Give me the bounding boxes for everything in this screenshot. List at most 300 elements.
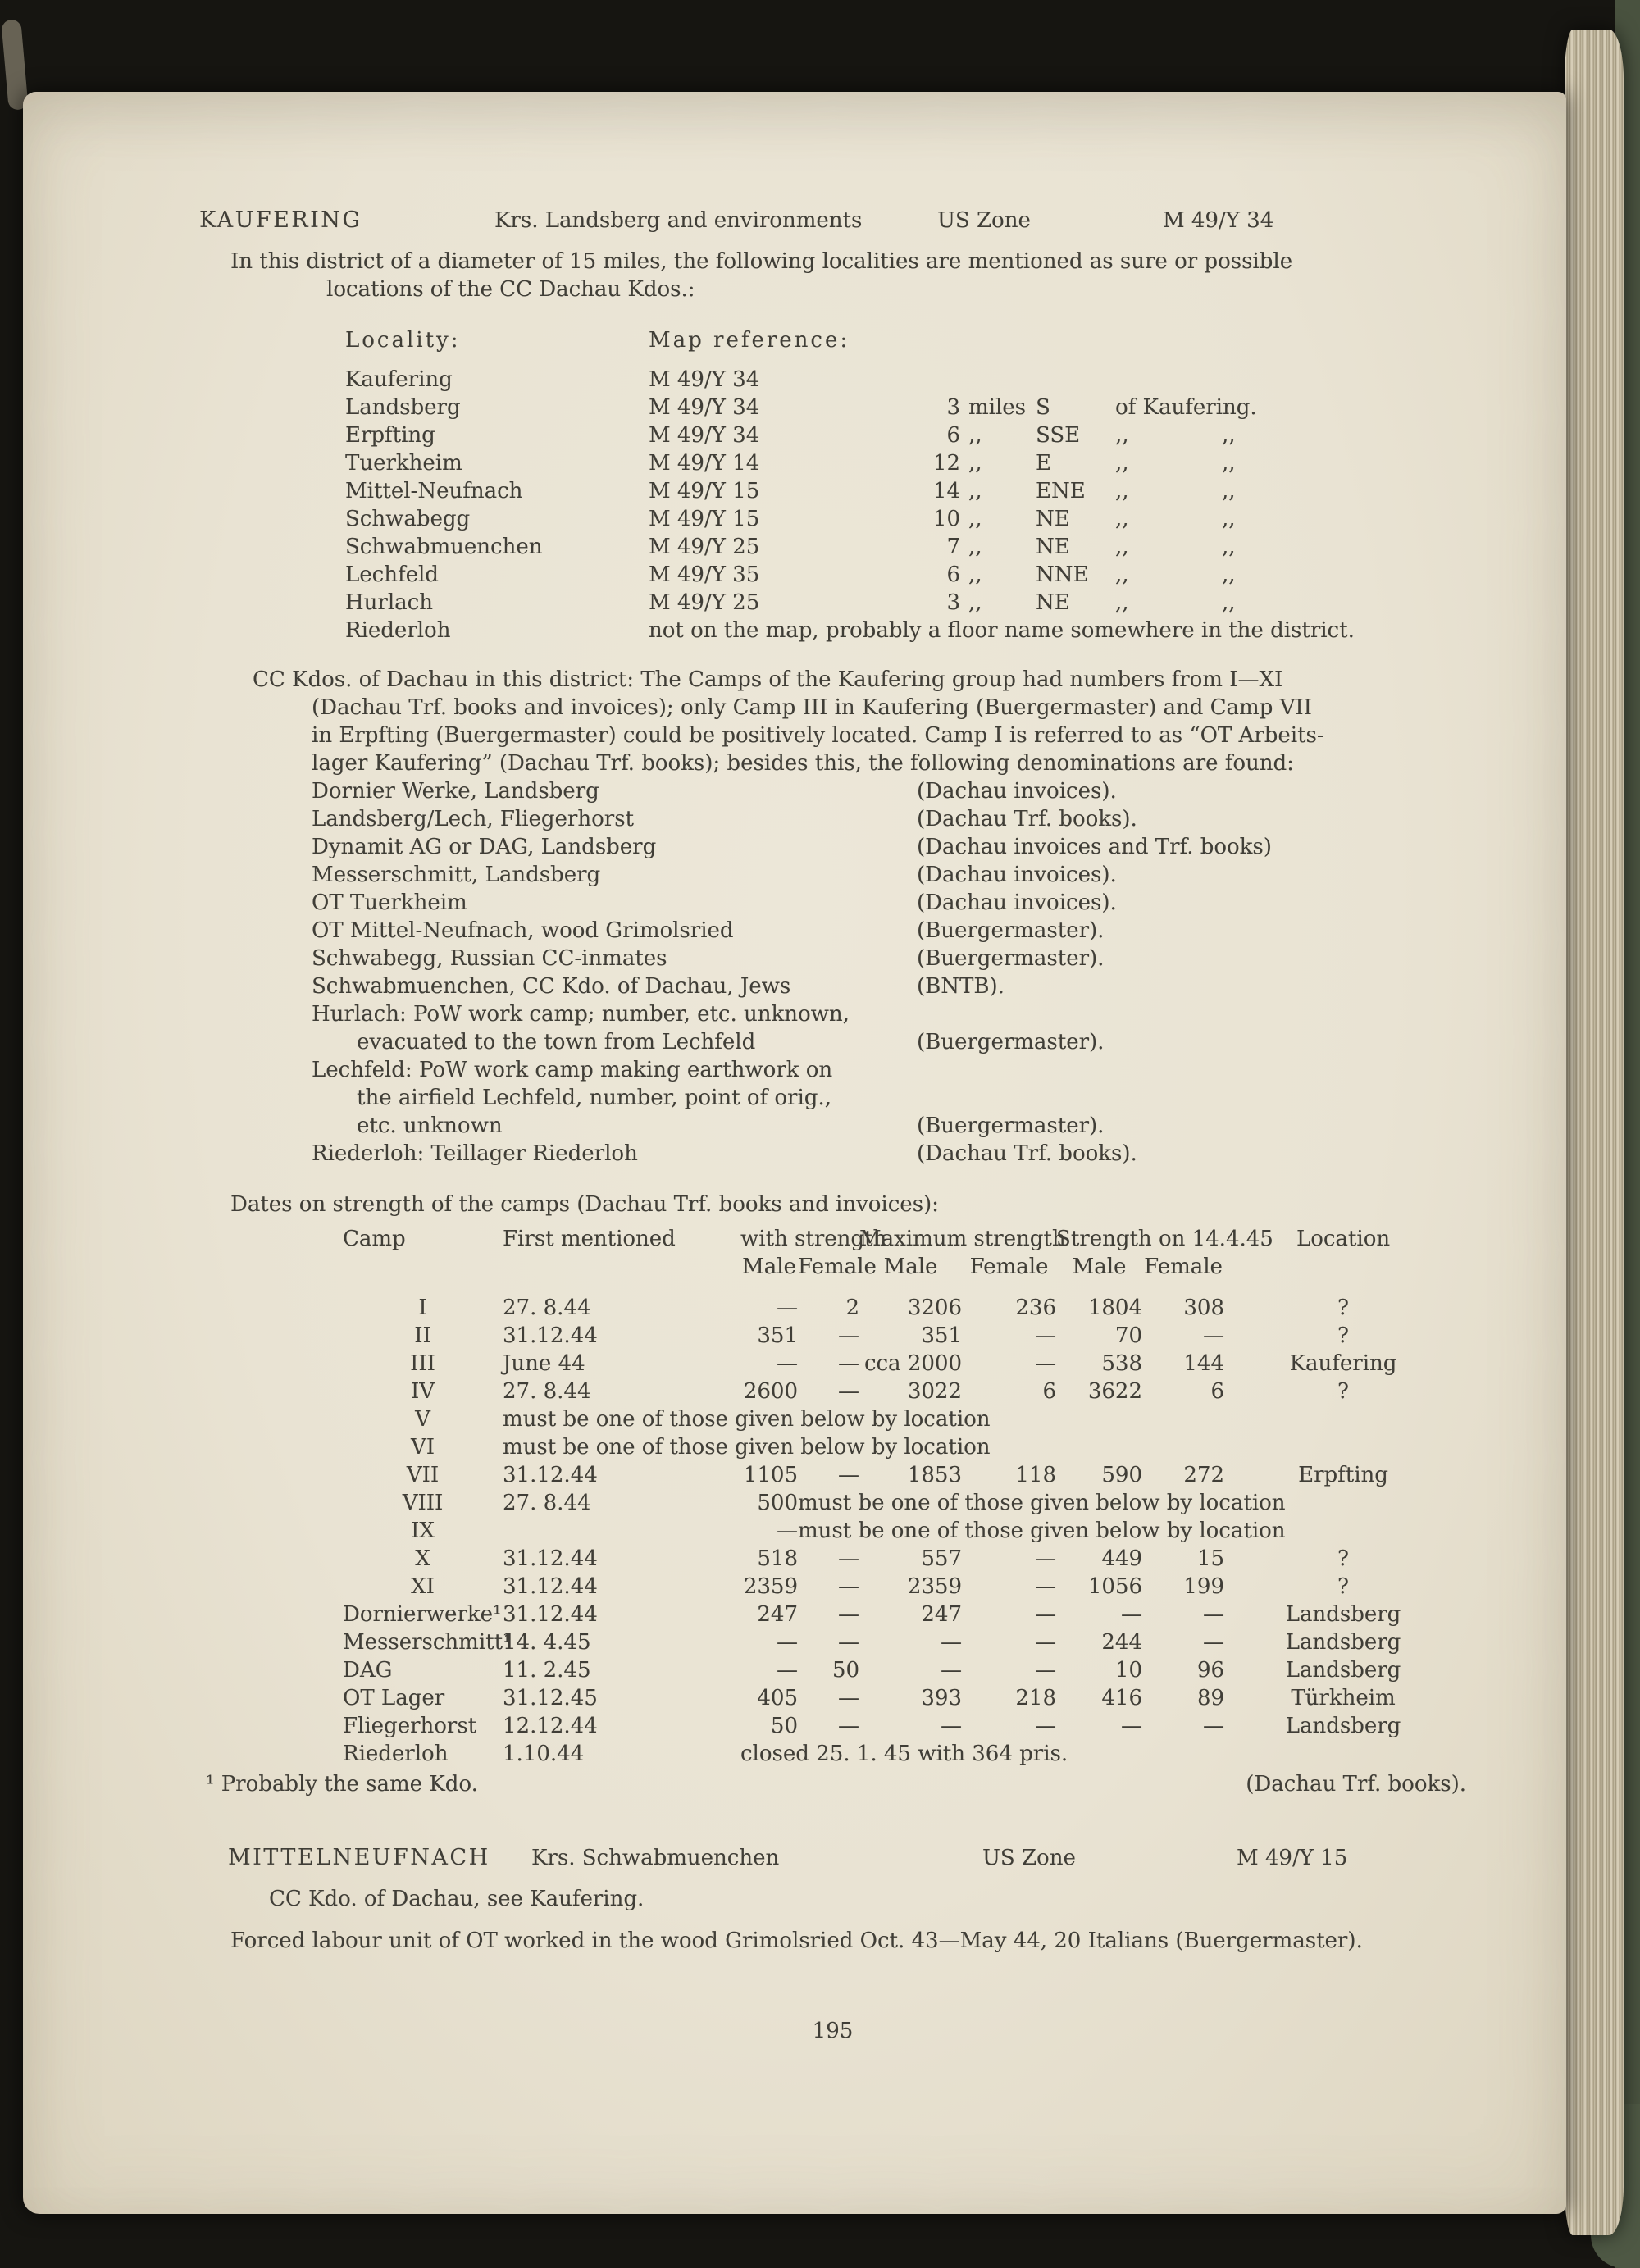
- denomination-row: [312, 945, 1466, 972]
- camp-cell: IV: [410, 1379, 435, 1404]
- s45-male-cell: 590: [1101, 1463, 1143, 1487]
- locality-name: Kaufering: [345, 367, 453, 392]
- denomination-row: [312, 833, 1466, 861]
- span-note-cell: must be one of those given below by location: [798, 1519, 1286, 1543]
- table-footnote-row: [199, 1770, 1466, 1798]
- locality-row: [345, 589, 1466, 617]
- first-mentioned-cell: 31.12.44: [503, 1546, 598, 1571]
- strength-table: [343, 1225, 1462, 1768]
- denomination-text: Schwabegg, Russian CC-inmates: [312, 946, 667, 971]
- ditto-mark: ,,: [1222, 562, 1236, 587]
- direction: E: [1036, 451, 1051, 476]
- ditto-mark: ,,: [1222, 507, 1236, 531]
- camp-cell: VII: [406, 1463, 440, 1487]
- s45-male-cell: 416: [1101, 1686, 1143, 1710]
- first-mentioned-cell: June 44: [503, 1351, 585, 1376]
- denomination-text: evacuated to the town from Lechfeld: [357, 1030, 756, 1054]
- max-female-cell: —: [1035, 1323, 1057, 1348]
- ditto-mark: ,,: [1222, 451, 1236, 476]
- ws-male-cell: 1105: [743, 1463, 798, 1487]
- location-cell: ?: [1337, 1296, 1349, 1320]
- first-mentioned-cell: 12.12.44: [503, 1714, 598, 1738]
- ditto-mark: ,,: [1222, 479, 1236, 503]
- source-text: (Dachau Trf. books).: [1246, 1772, 1466, 1797]
- camp-cell: V: [415, 1407, 430, 1432]
- distance-value: [919, 366, 960, 394]
- locality-row: [345, 505, 1466, 533]
- max-male-cell: —: [941, 1630, 962, 1655]
- ws-male-cell: —: [777, 1351, 798, 1376]
- s45-female-cell: 89: [1196, 1686, 1225, 1710]
- cc-kdos-paragraph: [199, 666, 1466, 777]
- direction: NE: [1036, 590, 1070, 615]
- locality-row: [345, 421, 1466, 449]
- max-male-cell: 1853: [907, 1463, 962, 1487]
- max-female-cell: 6: [1042, 1379, 1057, 1404]
- section-region: Krs. Schwabmuenchen: [531, 1846, 780, 1870]
- spacer-cell: [343, 1253, 503, 1294]
- camp-cell: Riederloh: [343, 1742, 449, 1766]
- mittelneufnach-line: Forced labour unit of OT worked in the wood Grimolsried Oct. 43—May 44, 20 Italians (Buergermaster).: [230, 1929, 1363, 1953]
- ws-female-cell: —: [838, 1546, 859, 1571]
- denomination-source: (Dachau invoices).: [917, 863, 1117, 887]
- intro-line: In this district of a diameter of 15 miles, the following localities are mentioned as sure or possible: [230, 249, 1293, 274]
- locality-name: Landsberg: [345, 395, 461, 420]
- distance-value: 12: [932, 451, 960, 476]
- s45-female-cell: 15: [1196, 1546, 1225, 1571]
- denomination-text: the airfield Lechfeld, number, point of orig.,: [357, 1086, 831, 1110]
- locality-name: Riederloh: [345, 618, 451, 643]
- ws-female-cell: —: [838, 1686, 859, 1710]
- ditto-mark: ,,: [1115, 590, 1129, 615]
- max-female-cell: 218: [1015, 1686, 1057, 1710]
- locality-table-header: [345, 326, 1466, 354]
- locality-row: [345, 449, 1466, 477]
- denomination-source: (Dachau invoices).: [917, 779, 1117, 804]
- distance-value: 6: [946, 562, 960, 587]
- denomination-text: Riederloh: Teillager Riederloh: [312, 1141, 638, 1166]
- max-male-cell: 557: [921, 1546, 962, 1571]
- max-male-cell: 2359: [907, 1574, 962, 1599]
- locality-name: Schwabegg: [345, 507, 471, 531]
- denomination-text: Messerschmitt, Landsberg: [312, 863, 601, 887]
- denomination-row: [312, 1084, 1466, 1112]
- section-header-kaufering: [199, 207, 1466, 235]
- s45-male-cell: 449: [1101, 1546, 1143, 1571]
- map-reference: M 49/Y 15: [649, 479, 760, 503]
- ws-male-cell: 405: [757, 1686, 798, 1710]
- direction: [1026, 366, 1104, 394]
- camp-cell: VI: [410, 1435, 435, 1460]
- s45-female-cell: —: [1203, 1630, 1225, 1655]
- max-female-cell: —: [1035, 1714, 1057, 1738]
- ditto-mark: ,,: [1115, 479, 1129, 503]
- camp-cell: III: [410, 1351, 435, 1376]
- s45-male-cell: —: [1121, 1602, 1143, 1627]
- s45-male-cell: 244: [1101, 1630, 1143, 1655]
- strength-row: [343, 1684, 1462, 1712]
- map-reference: M 49/Y 15: [649, 507, 760, 531]
- direction: NE: [1036, 507, 1070, 531]
- camp-cell: DAG: [343, 1658, 393, 1683]
- denomination-row: [312, 917, 1466, 945]
- s45-female-cell: 272: [1183, 1463, 1225, 1487]
- denomination-row: [312, 1140, 1466, 1168]
- span-note-cell: closed 25. 1. 45 with 364 pris.: [740, 1742, 1068, 1766]
- ws-male-cell: —: [777, 1630, 798, 1655]
- ws-female-cell: 50: [831, 1658, 859, 1683]
- denomination-row: [312, 972, 1466, 1000]
- s45-female-cell: 308: [1183, 1296, 1225, 1320]
- first-mentioned-header: First mentioned: [503, 1227, 676, 1251]
- max-female-cell: —: [1035, 1602, 1057, 1627]
- ditto-mark: ,,: [968, 535, 982, 559]
- ditto-mark: ,,: [1115, 451, 1129, 476]
- span-note-cell: must be one of those given below by location: [503, 1435, 991, 1460]
- ws-male-cell: 2359: [743, 1574, 798, 1599]
- camp-cell: X: [415, 1546, 430, 1571]
- s45-female-cell: 6: [1210, 1379, 1225, 1404]
- ws-male-cell: —: [777, 1296, 798, 1320]
- map-reference: M 49/Y 25: [649, 535, 760, 559]
- ws-male-cell: 518: [757, 1546, 798, 1571]
- denomination-row: [312, 1000, 1466, 1028]
- s45-female-cell: —: [1203, 1323, 1225, 1348]
- denomination-text: Lechfeld: PoW work camp making earthwork on: [312, 1058, 833, 1082]
- strength-row: [343, 1601, 1462, 1628]
- location-cell: Kaufering: [1289, 1351, 1397, 1376]
- span-note-cell: must be one of those given below by location: [798, 1491, 1286, 1515]
- footnote-text: ¹ Probably the same Kdo.: [206, 1772, 478, 1797]
- location-cell: ?: [1337, 1379, 1349, 1404]
- section-title: MITTELNEUFNACH: [228, 1845, 490, 1870]
- denomination-row: [312, 1112, 1466, 1140]
- locality-table: [345, 326, 1466, 644]
- max-female-cell: —: [1035, 1630, 1057, 1655]
- camp-cell: I: [418, 1296, 427, 1320]
- camp-cell: Fliegerhorst: [343, 1714, 477, 1738]
- location-cell: ?: [1337, 1323, 1349, 1348]
- denomination-source: (Dachau invoices).: [917, 890, 1117, 915]
- male-header: Male: [742, 1255, 796, 1279]
- denomination-source: (Buergermaster).: [917, 1114, 1105, 1138]
- max-male-cell: 393: [921, 1686, 962, 1710]
- section-header-mittelneufnach: [228, 1844, 1466, 1872]
- denomination-source: (BNTB).: [917, 974, 1004, 999]
- first-mentioned-cell: [503, 1517, 740, 1545]
- ditto-mark: ,,: [1222, 423, 1236, 448]
- ws-female-cell: —: [838, 1714, 859, 1738]
- first-mentioned-cell: 14. 4.45: [503, 1630, 591, 1655]
- location-cell: Landsberg: [1285, 1658, 1401, 1683]
- distance-value: 10: [932, 507, 960, 531]
- ditto-mark: ,,: [968, 479, 982, 503]
- of-kaufering-label: of Kaufering.: [1115, 395, 1257, 420]
- s45-male-cell: 3622: [1087, 1379, 1143, 1404]
- map-reference: M 49/Y 35: [649, 562, 760, 587]
- ws-male-cell: 247: [757, 1602, 798, 1627]
- camp-cell: OT Lager: [343, 1686, 445, 1710]
- denomination-text: Dornier Werke, Landsberg: [312, 779, 599, 804]
- location-cell: Landsberg: [1285, 1714, 1401, 1738]
- denomination-text: Landsberg/Lech, Fliegerhorst: [312, 807, 634, 831]
- max-female-cell: 118: [1015, 1463, 1057, 1487]
- ditto-mark: ,,: [968, 423, 982, 448]
- map-reference: M 49/Y 34: [649, 423, 760, 448]
- camp-cell: II: [414, 1323, 431, 1348]
- first-mentioned-cell: 1.10.44: [503, 1742, 585, 1766]
- location-header: Location: [1296, 1227, 1391, 1251]
- map-reference-column-header: Map reference:: [649, 328, 850, 353]
- denomination-row: [312, 1056, 1466, 1084]
- first-mentioned-cell: 27. 8.44: [503, 1379, 591, 1404]
- ws-male-cell: 500: [757, 1491, 798, 1515]
- ws-female-cell: —: [838, 1379, 859, 1404]
- section-title: KAUFERING: [199, 207, 362, 233]
- camp-cell: VIII: [402, 1491, 444, 1515]
- locality-name: Tuerkheim: [345, 451, 462, 476]
- locality-row: [345, 366, 1466, 394]
- ws-female-cell: —: [838, 1630, 859, 1655]
- strength-row: [343, 1322, 1462, 1350]
- mittelneufnach-line: CC Kdo. of Dachau, see Kaufering.: [269, 1887, 645, 1911]
- paragraph-line: in Erpfting (Buergermaster) could be positively located. Camp I is referred to as “OT Arbeits-: [312, 723, 1324, 748]
- page-number: 195: [812, 2019, 854, 2043]
- strength-on-14445-header: Strength on 14.4.45: [1056, 1227, 1273, 1251]
- direction: NNE: [1036, 562, 1089, 587]
- denomination-source: (Buergermaster).: [917, 946, 1105, 971]
- denomination-row: [312, 777, 1466, 805]
- ws-female-cell: —: [838, 1323, 859, 1348]
- max-female-cell: —: [1035, 1574, 1057, 1599]
- map-reference: M 49/Y 25: [649, 590, 760, 615]
- distance-value: 7: [946, 535, 960, 559]
- max-male-cell: cca 2000: [863, 1351, 962, 1376]
- female-header: Female: [1144, 1255, 1223, 1279]
- strength-row: [343, 1712, 1462, 1740]
- locality-name: Schwabmuenchen: [345, 535, 543, 559]
- female-header: Female: [969, 1255, 1049, 1279]
- max-female-cell: —: [1035, 1546, 1057, 1571]
- strength-row: [343, 1517, 1462, 1545]
- first-mentioned-cell: 31.12.44: [503, 1574, 598, 1599]
- direction: NE: [1036, 535, 1070, 559]
- locality-row: [345, 533, 1466, 561]
- denomination-source: (Buergermaster).: [917, 1030, 1105, 1054]
- strength-row: [343, 1294, 1462, 1322]
- locality-name: Lechfeld: [345, 562, 439, 587]
- denomination-row: [312, 805, 1466, 833]
- denomination-source: (Dachau Trf. books).: [917, 1141, 1137, 1166]
- denomination-source: (Dachau Trf. books).: [917, 807, 1137, 831]
- denomination-row: [312, 889, 1466, 917]
- strength-row: [343, 1489, 1462, 1517]
- s45-male-cell: —: [1121, 1714, 1143, 1738]
- max-male-cell: —: [941, 1658, 962, 1683]
- first-mentioned-cell: 31.12.45: [503, 1686, 598, 1710]
- ditto-mark: ,,: [968, 590, 982, 615]
- section-map-ref: M 49/Y 34: [1163, 208, 1274, 233]
- ws-male-cell: 50: [770, 1714, 798, 1738]
- denomination-source: (Dachau invoices and Trf. books): [917, 835, 1272, 859]
- distance-unit: miles: [968, 395, 1027, 420]
- s45-male-cell: 1056: [1087, 1574, 1143, 1599]
- strength-row: [343, 1573, 1462, 1601]
- ditto-mark: ,,: [1115, 535, 1129, 559]
- strength-row: [343, 1433, 1462, 1461]
- section-zone: US Zone: [982, 1846, 1076, 1870]
- max-male-cell: —: [941, 1714, 962, 1738]
- location-cell: Türkheim: [1291, 1686, 1396, 1710]
- s45-male-cell: 538: [1101, 1351, 1143, 1376]
- max-female-cell: —: [1035, 1658, 1057, 1683]
- distance-value: 6: [946, 423, 960, 448]
- distance-unit: [960, 366, 1026, 394]
- strength-row: [343, 1405, 1462, 1433]
- ws-male-cell: —: [777, 1658, 798, 1683]
- strength-header-row-1: [343, 1225, 1462, 1253]
- ws-female-cell: 2: [845, 1296, 859, 1320]
- ditto-mark: ,,: [1222, 535, 1236, 559]
- strength-row: [343, 1350, 1462, 1378]
- section-zone: US Zone: [937, 208, 1031, 233]
- paragraph-line: lager Kaufering” (Dachau Trf. books); besides this, the following denominations are found:: [312, 751, 1294, 776]
- s45-female-cell: —: [1203, 1602, 1225, 1627]
- location-cell: ?: [1337, 1574, 1349, 1599]
- ditto-mark: ,,: [1115, 423, 1129, 448]
- male-header: Male: [1072, 1255, 1127, 1279]
- distance-value: 3: [946, 395, 960, 420]
- camp-cell: Dornierwerke¹: [343, 1602, 502, 1627]
- denomination-source: (Buergermaster).: [917, 918, 1105, 943]
- scanned-page: [23, 92, 1566, 2214]
- locality-name: Mittel-Neufnach: [345, 479, 523, 503]
- locality-name: Hurlach: [345, 590, 433, 615]
- s45-female-cell: 144: [1183, 1351, 1225, 1376]
- strength-row: [343, 1656, 1462, 1684]
- locality-row: [345, 394, 1466, 421]
- denomination-row: [312, 861, 1466, 889]
- page-content: [199, 207, 1466, 2045]
- s45-female-cell: —: [1203, 1714, 1225, 1738]
- paragraph-line: CC Kdos. of Dachau in this district: The Camps of the Kaufering group had numbers from I—XI: [253, 667, 1283, 692]
- max-male-cell: 351: [921, 1323, 962, 1348]
- location-cell: ?: [1337, 1546, 1349, 1571]
- camp-header: Camp: [343, 1227, 406, 1251]
- denomination-text: Schwabmuenchen, CC Kdo. of Dachau, Jews: [312, 974, 791, 999]
- first-mentioned-cell: 27. 8.44: [503, 1491, 591, 1515]
- map-reference: M 49/Y 34: [649, 367, 760, 392]
- distance-value: 14: [932, 479, 960, 503]
- denomination-text: OT Mittel-Neufnach, wood Grimolsried: [312, 918, 734, 943]
- s45-female-cell: 96: [1196, 1658, 1225, 1683]
- map-reference: M 49/Y 34: [649, 395, 760, 420]
- strength-row: [343, 1378, 1462, 1405]
- locality-name: Erpfting: [345, 423, 435, 448]
- first-mentioned-cell: 31.12.44: [503, 1323, 598, 1348]
- denomination-text: Hurlach: PoW work camp; number, etc. unknown,: [312, 1002, 850, 1027]
- location-cell: Landsberg: [1285, 1630, 1401, 1655]
- camp-cell: Messerschmitt¹: [343, 1630, 512, 1655]
- strength-row: [343, 1545, 1462, 1573]
- max-male-cell: 247: [921, 1602, 962, 1627]
- ditto-mark: [1210, 394, 1260, 421]
- denomination-text: OT Tuerkheim: [312, 890, 467, 915]
- dates-on-strength-heading: Dates on strength of the camps (Dachau Trf. books and invoices):: [230, 1192, 939, 1217]
- denomination-text: etc. unknown: [357, 1114, 503, 1138]
- ws-male-cell: —: [777, 1519, 798, 1543]
- denomination-text: Dynamit AG or DAG, Landsberg: [312, 835, 657, 859]
- direction: S: [1036, 395, 1050, 420]
- page-edge-stack: [1565, 30, 1624, 2235]
- ws-female-cell: —: [838, 1463, 859, 1487]
- s45-female-cell: 199: [1183, 1574, 1225, 1599]
- ditto-mark: ,,: [968, 507, 982, 531]
- s45-male-cell: 70: [1114, 1323, 1143, 1348]
- ditto-mark: ,,: [968, 451, 982, 476]
- ditto-mark: ,,: [1115, 562, 1129, 587]
- locality-column-header: Locality:: [345, 328, 461, 353]
- strength-header-row-2: [343, 1253, 1462, 1294]
- ws-female-cell: —: [838, 1602, 859, 1627]
- locality-row: [345, 477, 1466, 505]
- max-female-cell: 236: [1015, 1296, 1057, 1320]
- s45-male-cell: 10: [1114, 1658, 1143, 1683]
- section-map-ref: M 49/Y 15: [1237, 1846, 1348, 1870]
- direction: SSE: [1036, 423, 1081, 448]
- locality-row: [345, 617, 1466, 644]
- max-female-cell: —: [1035, 1351, 1057, 1376]
- first-mentioned-cell: 11. 2.45: [503, 1658, 591, 1683]
- strength-row: [343, 1628, 1462, 1656]
- span-note-cell: must be one of those given below by location: [503, 1407, 991, 1432]
- locality-note: not on the map, probably a floor name somewhere in the district.: [649, 618, 1355, 643]
- max-male-cell: 3206: [907, 1296, 962, 1320]
- first-mentioned-cell: 31.12.44: [503, 1463, 598, 1487]
- s45-male-cell: 1804: [1087, 1296, 1143, 1320]
- location-cell: Landsberg: [1285, 1602, 1401, 1627]
- max-male-cell: 3022: [907, 1379, 962, 1404]
- map-reference: M 49/Y 14: [649, 451, 760, 476]
- location-cell: Erpfting: [1298, 1463, 1388, 1487]
- direction: ENE: [1036, 479, 1086, 503]
- section-region: Krs. Landsberg and environments: [494, 208, 863, 233]
- intro-line: locations of the CC Dachau Kdos.:: [326, 277, 695, 302]
- female-header: Female: [798, 1255, 877, 1279]
- with-strength-header: with strength: [740, 1227, 887, 1251]
- first-mentioned-cell: 31.12.44: [503, 1602, 598, 1627]
- camp-cell: XI: [411, 1574, 435, 1599]
- ws-male-cell: 351: [757, 1323, 798, 1348]
- spacer-cell: [503, 1253, 740, 1294]
- ws-female-cell: —: [838, 1574, 859, 1599]
- strength-row: [343, 1461, 1462, 1489]
- first-mentioned-cell: 27. 8.44: [503, 1296, 591, 1320]
- paragraph-line: (Dachau Trf. books and invoices); only Camp III in Kaufering (Buergermaster) and Camp VII: [312, 695, 1312, 720]
- denominations-list: [199, 777, 1466, 1168]
- ditto-mark: ,,: [968, 562, 982, 587]
- ditto-mark: ,,: [1222, 590, 1236, 615]
- strength-row: [343, 1740, 1462, 1768]
- male-header: Male: [883, 1255, 938, 1279]
- maximum-strength-header: Maximum strength: [859, 1227, 1066, 1251]
- ditto-mark: [1210, 366, 1260, 394]
- ws-male-cell: 2600: [743, 1379, 798, 1404]
- spacer-cell: [1224, 1253, 1462, 1294]
- distance-value: 3: [946, 590, 960, 615]
- camp-cell: IX: [411, 1519, 435, 1543]
- ws-female-cell: —: [838, 1351, 859, 1376]
